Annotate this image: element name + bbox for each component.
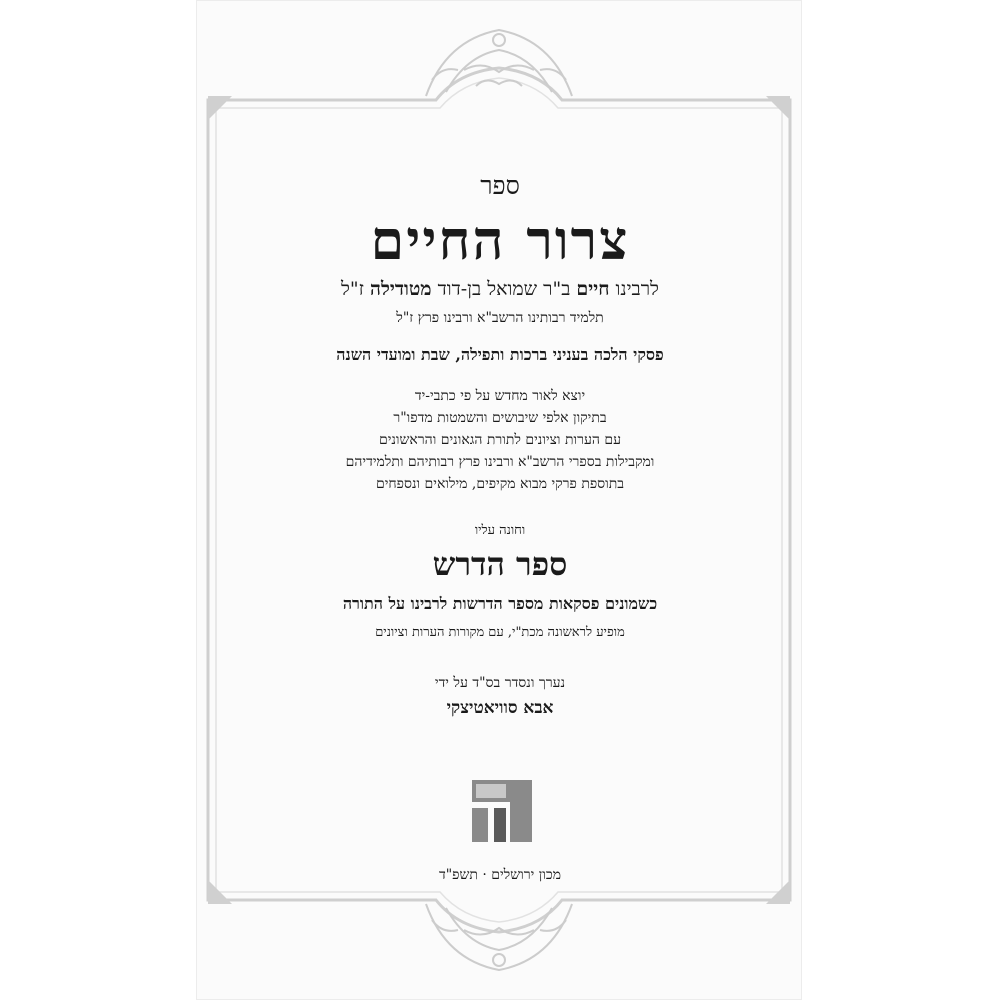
second-subtitle: כשמונים פסקאות מספר הדרשות לרבינו על התורה [342,594,658,613]
description-line: ומקבילות בספרי הרשב"א ורבינו פרץ רבותיהם ותלמידיהם [345,454,655,470]
author-family: מטודילה [370,278,432,300]
description-line: עם הערות וציונים לתורת הגאונים והראשונים [378,432,622,448]
description-line: יוצא לאור מחדש על פי כתבי-יד [414,388,586,404]
author-middle: ב"ר שמואל בן-דוד [437,278,571,300]
attached-label: וחונה עליו [474,523,526,538]
description-line: בתיקון אלפי שיבושים והשמטות מדפו"ר [393,410,607,426]
second-note: מופיע לראשונה מכת"י, עם מקורות הערות וציונים [375,625,625,640]
book-title: צרור החיים [370,208,630,272]
machon-yerushalayim-logo-icon [472,780,532,850]
author-line [206,278,794,301]
sefer-label: ספר [480,171,520,200]
publisher-line: מכון ירושלים · תשפ"ד [438,867,562,883]
author-prefix: לרבינו [615,278,659,300]
author-suffix: ז"ל [341,278,364,300]
description-line: בתוספת פרקי מבוא מקיפים, מילואים ונספחים [375,476,625,492]
author-name: חיים [576,278,610,300]
second-title: ספר הדרש [432,545,568,583]
editor-name: אבא סוויאטיצקי [446,698,554,718]
title-page [196,0,802,1000]
edited-by-label: נערך ונסדר בס"ד על ידי [434,675,566,691]
student-line: תלמיד רבותינו הרשב"א ורבינו פרץ ז"ל [396,310,604,326]
subject-line: פסקי הלכה בעניני ברכות ותפילה, שבת ומועדי השנה [336,345,664,364]
ornamental-frame [196,0,802,1000]
